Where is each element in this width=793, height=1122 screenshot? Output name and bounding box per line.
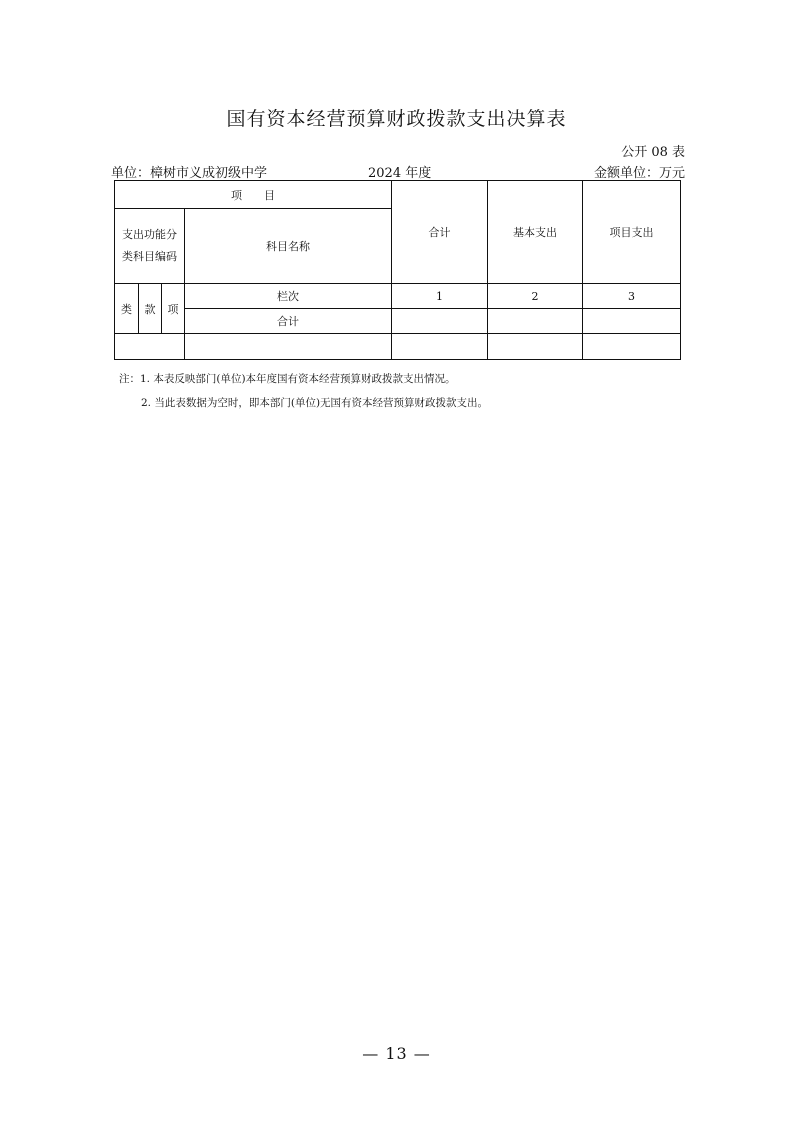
header-basic-cell: 基本支出 — [488, 181, 583, 284]
year-label: 2024 年度 — [368, 166, 432, 181]
header-total-cell: 合计 — [392, 181, 488, 284]
index-2: 2 — [488, 284, 583, 309]
xiang-cell: 项 — [162, 284, 185, 334]
project-value-cell — [583, 309, 681, 334]
note-2: 2. 当此表数据为空时，即本部门(单位)无国有资本经营预算财政拨款支出。 — [141, 397, 489, 409]
total-value-cell — [392, 309, 488, 334]
header-name-cell: 科目名称 — [185, 209, 392, 284]
header-item-cell: 项 目 — [115, 181, 392, 209]
lei-cell: 类 — [115, 284, 139, 334]
page-title: 国有资本经营预算财政拨款支出决算表 — [226, 108, 567, 130]
empty-basic-cell — [488, 334, 583, 360]
empty-total-cell — [392, 334, 488, 360]
row-index-label: 栏次 — [185, 284, 392, 309]
index-3: 3 — [583, 284, 681, 309]
unit-label: 单位：樟树市义成初级中学 — [111, 166, 268, 181]
form-number: 公开 08 表 — [621, 145, 685, 160]
header-project-cell: 项目支出 — [583, 181, 681, 284]
basic-value-cell — [488, 309, 583, 334]
note-1: 注：1. 本表反映部门(单位)本年度国有资本经营预算财政拨款支出情况。 — [119, 373, 456, 385]
budget-table — [114, 180, 681, 360]
money-unit-label: 金额单位：万元 — [593, 166, 685, 181]
kuan-cell: 款 — [139, 284, 162, 334]
empty-name-cell — [185, 334, 392, 360]
index-1: 1 — [392, 284, 488, 309]
notes — [119, 367, 488, 415]
row-total-label: 合计 — [185, 309, 392, 334]
header-code-cell: 支出功能分类科目编码 — [115, 209, 185, 284]
empty-code-cell — [115, 334, 185, 360]
empty-project-cell — [583, 334, 681, 360]
page-number: — 13 — — [362, 1044, 431, 1063]
